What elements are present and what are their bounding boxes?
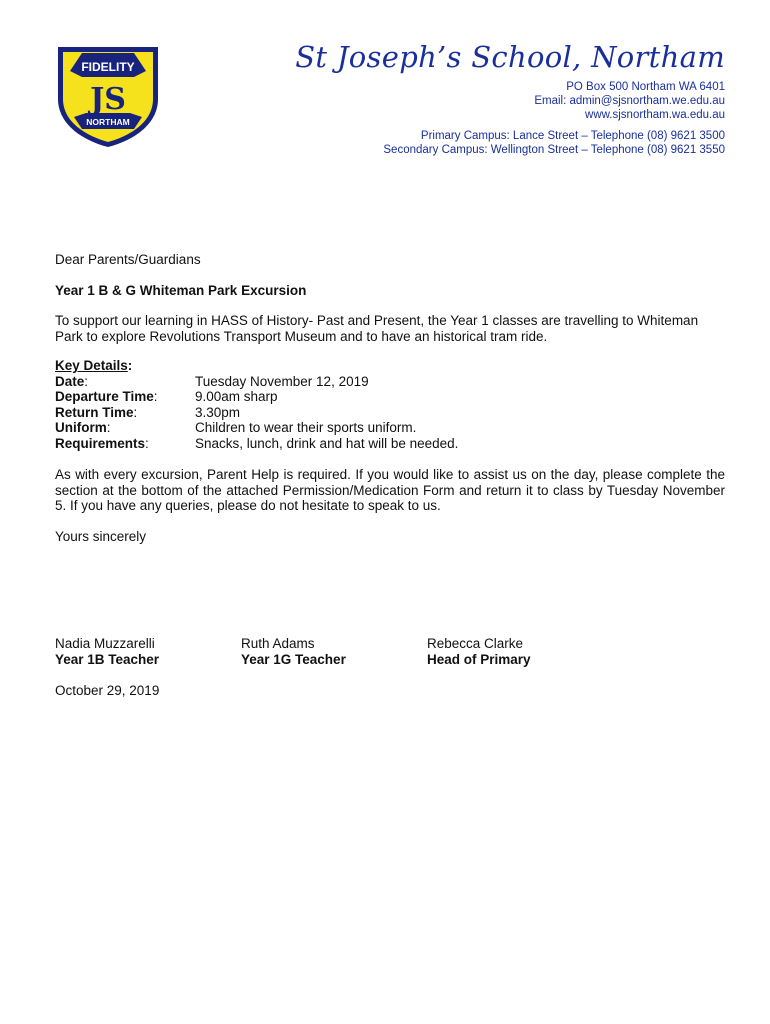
- svg-text:JS: JS: [90, 82, 126, 117]
- detail-value: 9.00am sharp: [195, 389, 278, 404]
- svg-text:NORTHAM: NORTHAM: [86, 117, 130, 127]
- signatory-1: [55, 636, 159, 667]
- closing: Yours sincerely: [55, 529, 147, 544]
- signatory-role: Year 1B Teacher: [55, 651, 160, 667]
- detail-value: Snacks, lunch, drink and hat will be needed.: [195, 435, 459, 451]
- detail-row-departure: Departure Time: 9.00am sharp: [55, 389, 278, 404]
- letter-date: October 29, 2019: [55, 683, 160, 698]
- contact-block: [534, 80, 725, 122]
- detail-label: Return Time: [55, 404, 134, 420]
- website: www.sjsnortham.wa.edu.au: [585, 109, 725, 121]
- detail-value: Children to wear their sports uniform.: [195, 420, 417, 435]
- key-details: Key Details: Date: Tuesday November 12, 2019 Departure Time: 9.00am sharp Return Time: 3.30pm Uniform: Children to wear their sports uniform. Requirements: Snacks, lunch, drink and hat will be needed.: [55, 358, 725, 451]
- detail-row-return: Return Time: 3.30pm: [55, 404, 241, 420]
- signatory-role: Head of Primary: [427, 651, 531, 667]
- signatory-3: [427, 636, 531, 667]
- primary-campus: Primary Campus: Lance Street – Telephone (08) 9621 3500: [420, 130, 725, 142]
- detail-label: Date: [55, 373, 85, 389]
- parent-help-paragraph: As with every excursion, Parent Help is required. If you would like to assist us on the day, please complete the section at the bottom of the attached Permission/Medication Form and return it to class by Tuesday November 5. If you have any queries, please do not hesitate to speak to us.: [55, 467, 725, 513]
- detail-label: Uniform: [55, 420, 107, 435]
- school-name: St Joseph’s School, Northam: [295, 40, 725, 74]
- salutation: Dear Parents/Guardians: [55, 252, 201, 267]
- subject-line: Year 1 B & G Whiteman Park Excursion: [55, 283, 307, 298]
- detail-row-uniform: Uniform: Children to wear their sports uniform.: [55, 420, 417, 435]
- detail-label: Requirements: [55, 435, 146, 451]
- email: Email: admin@sjsnortham.we.edu.au: [534, 95, 725, 107]
- detail-value: 3.30pm: [195, 404, 241, 420]
- signatory-name: Ruth Adams: [241, 636, 315, 651]
- signatory-2: [241, 636, 346, 667]
- school-crest-logo: [54, 43, 162, 149]
- svg-text:FIDELITY: FIDELITY: [81, 60, 135, 74]
- po-box: PO Box 500 Northam WA 6401: [566, 81, 725, 93]
- detail-row-requirements: Requirements: Snacks, lunch, drink and hat will be needed.: [55, 435, 459, 451]
- signatory-name: Nadia Muzzarelli: [55, 636, 155, 651]
- signatory-role: Year 1G Teacher: [241, 651, 346, 667]
- secondary-campus: Secondary Campus: Wellington Street – Telephone (08) 9621 3550: [383, 144, 725, 156]
- detail-value: Tuesday November 12, 2019: [195, 373, 369, 389]
- detail-row-date: Date: Tuesday November 12, 2019: [55, 373, 369, 389]
- key-details-title: Key Details: [55, 358, 128, 373]
- campus-block: [383, 129, 725, 157]
- signatory-name: Rebecca Clarke: [427, 636, 524, 651]
- detail-label: Departure Time: [55, 389, 154, 404]
- intro-paragraph: To support our learning in HASS of History- Past and Present, the Year 1 classes are travelling to Whiteman Park to explore Revolutions Transport Museum and to have an historical tram ride.: [55, 313, 699, 344]
